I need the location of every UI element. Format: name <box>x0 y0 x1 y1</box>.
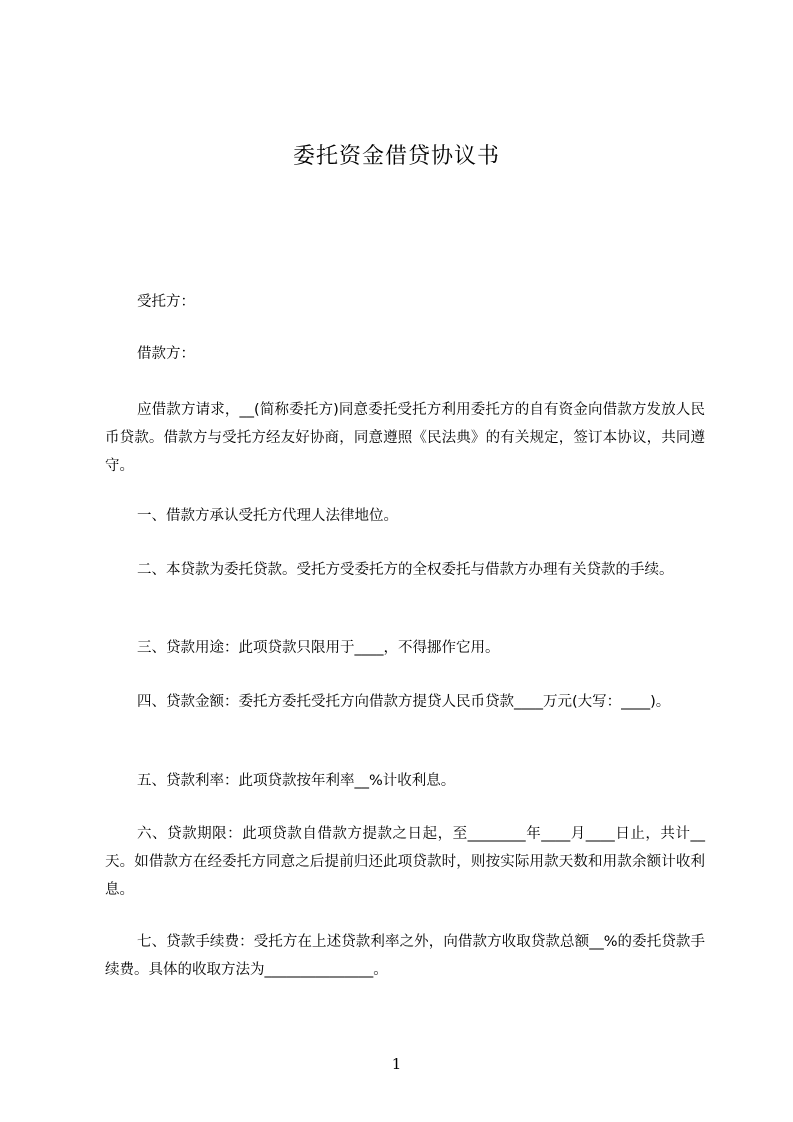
preamble-paragraph: 应借款方请求，__(简称委托方)同意委托受托方利用委托方的自有资金向借款方发放人民币贷款。借款方与受托方经友好协商，同意遵照《民法典》的有关规定，签订本协议，共同遵守。 <box>105 402 705 474</box>
clause-5: 五、贷款利率：此项贷款按年利率__%计收利息。 <box>137 773 456 789</box>
clause-2: 二、本贷款为委托贷款。受托方受委托方的全权委托与借款方办理有关贷款的手续。 <box>137 562 674 578</box>
trustee-label: 受托方： <box>137 294 195 310</box>
clause-7: 七、贷款手续费：受托方在上述贷款利率之外，向借款方收取贷款总额__%的委托贷款手续费。具体的收取方法为_______________。 <box>105 934 705 978</box>
clause-4: 四、贷款金额：委托方委托受托方向借款方提贷人民币贷款____万元(大写：____)。 <box>137 694 671 710</box>
document-title: 委托资金借贷协议书 <box>292 144 500 169</box>
clause-1: 一、借款方承认受托方代理人法律地位。 <box>137 508 398 524</box>
clause-6: 六、贷款期限：此项贷款自借款方提款之日起，至________年____月____日止，共计__天。如借款方在经委托方同意之后提前归还此项贷款时，则按实际用款天数和用款余额计收利息。 <box>105 826 705 898</box>
clause-3: 三、贷款用途：此项贷款只限用于____，不得挪作它用。 <box>137 640 500 656</box>
borrower-label: 借款方： <box>137 346 195 362</box>
page-number: 1 <box>391 1055 402 1073</box>
